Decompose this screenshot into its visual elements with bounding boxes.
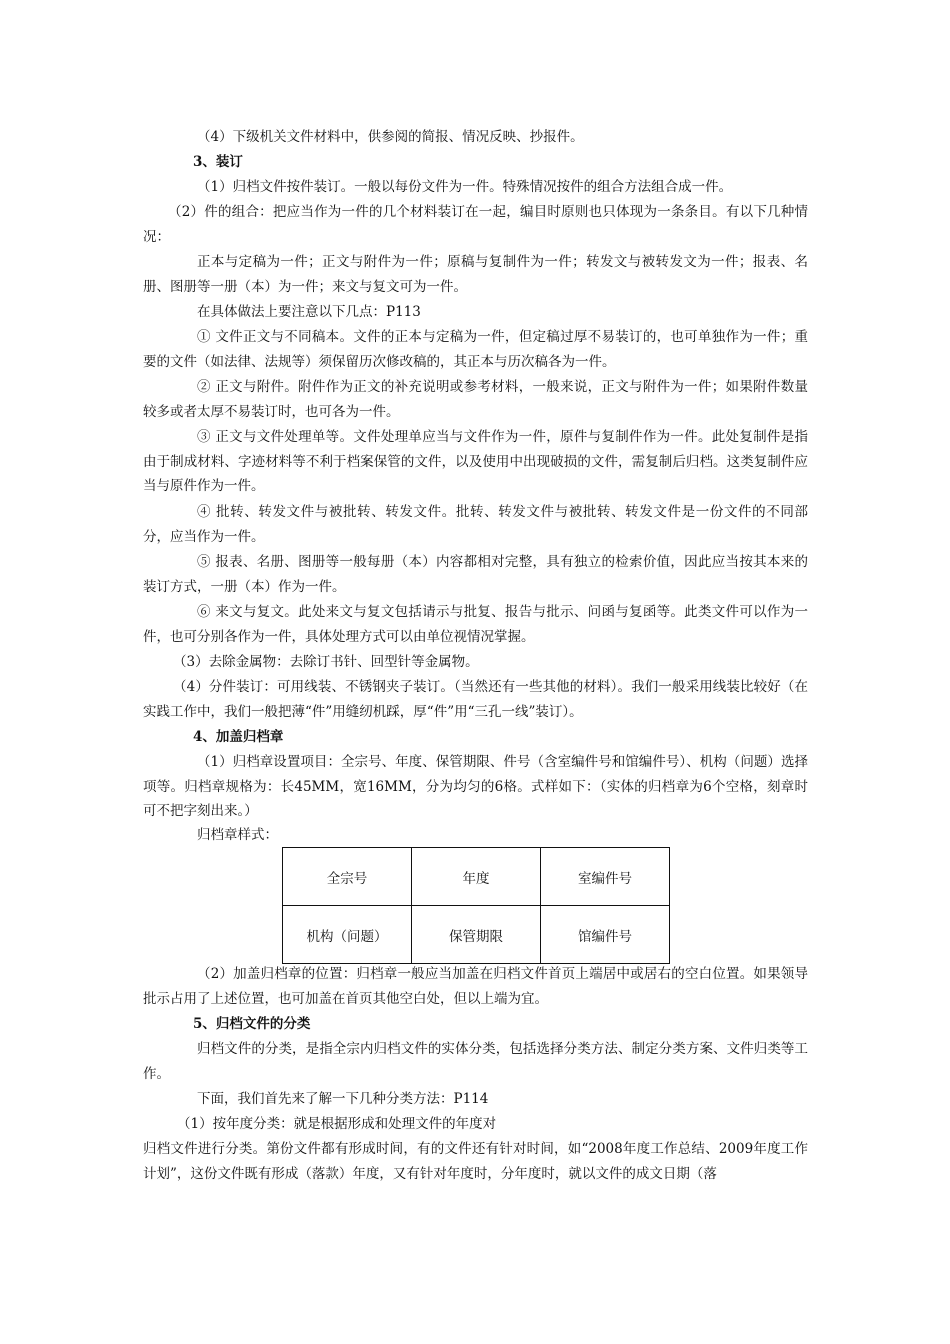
paragraph-stamp-2: （2）加盖归档章的位置：归档章一般应当加盖在归档文件首页上端居中或居右的空白位置。如果领导批示占用了上述位置，也可加盖在首页其他空白处，但以上端为宜。: [143, 966, 808, 1007]
paragraph-note-5: ⑤ 报表、名册、图册等一般每册（本）内容都相对完整，具有独立的检索价值，因此应当按其本来的装订方式，一册（本）作为一件。: [143, 554, 808, 595]
table-cell: 机构（问题）: [283, 906, 412, 964]
paragraph-binding-4: （4）分件装订：可用线装、不锈钢夹子装订。（当然还有一些其他的材料）。我们一般采用线装比较好（在实践工作中，我们一般把薄“件”用缝纫机踩，厚“件”用“三孔一线”装订）。: [143, 679, 808, 720]
paragraph-classification-4: 归档文件进行分类。第份文件都有形成时间，有的文件还有针对时间，如“2008年度工作总结、2009年度工作计划”，这份文件既有形成（落款）年度，又有针对年度时，分年度时，就以文件的成文日期（落: [143, 1141, 808, 1182]
table-cell: 年度: [412, 848, 541, 906]
table-cell: 全宗号: [283, 848, 412, 906]
table-row: [283, 906, 670, 964]
paragraph-note-2: ② 正文与附件。附件作为正文的补充说明或参考材料，一般来说，正文与附件为一件；如果附件数量较多或者太厚不易装订时，也可各为一件。: [143, 379, 808, 420]
paragraph-binding-3: （3）去除金属物：去除订书针、回型针等金属物。: [173, 654, 479, 670]
paragraph-binding-2: （2）件的组合：把应当作为一件的几个材料装订在一起，编目时原则也只体现为一条条目。有以下几种情况：: [143, 204, 808, 245]
table-cell: 室编件号: [541, 848, 670, 906]
paragraph-note-6: ⑥ 来文与复文。此处来文与复文包括请示与批复、报告与批示、问函与复函等。此类文件可以作为一件，也可分别各作为一件，具体处理方式可以由单位视情况掌握。: [143, 604, 808, 645]
paragraph-binding-1: （1）归档文件按件装订。一般以每份文件为一件。特殊情况按件的组合方法组合成一件。: [197, 179, 733, 195]
table-cell: 馆编件号: [541, 906, 670, 964]
paragraph-note-4: ④ 批转、转发文件与被批转、转发文件。批转、转发文件与被批转、转发文件是一份文件的不同部分，应当作为一件。: [143, 504, 808, 545]
stamp-style-label: 归档章样式：: [197, 827, 278, 843]
paragraph-note-1: ① 文件正文与不同稿本。文件的正本与定稿为一件，但定稿过厚不易装订的，也可单独作为一件；重要的文件（如法律、法规等）须保留历次修改稿的，其正本与历次稿各为一件。: [143, 329, 808, 370]
paragraph-note-3: ③ 正文与文件处理单等。文件处理单应当与文件作为一件，原件与复制件作为一件。此处复制件是指由于制成材料、字迹材料等不利于档案保管的文件，以及使用中出现破损的文件，需复制后归档。这类复制件应当与原件作为一件。: [143, 429, 808, 494]
table-row: [283, 848, 670, 906]
paragraph-notes-intro: 在具体做法上要注意以下几点：P113: [197, 304, 421, 320]
section-heading-binding: 3、装订: [193, 154, 243, 170]
paragraph-classification-3: （1）按年度分类：就是根据形成和处理文件的年度对: [177, 1116, 497, 1132]
paragraph-combination-list: 正本与定稿为一件；正文与附件为一件；原稿与复制件为一件；转发文与被转发文为一件；报表、名册、图册等一册（本）为一件；来文与复文可为一件。: [143, 254, 808, 295]
section-heading-classification: 5、归档文件的分类: [193, 1016, 311, 1032]
paragraph-item-4: （4）下级机关文件材料中，供参阅的简报、情况反映、抄报件。: [197, 129, 584, 145]
paragraph-stamp-1: （1）归档章设置项目：全宗号、年度、保管期限、件号（含室编件号和馆编件号）、机构（问题）选择项等。归档章规格为：长45MM，宽16MM，分为均匀的6格。式样如下：（实体的归档章为6个空格，刻章时可不把字刻出来。）: [143, 754, 808, 819]
paragraph-classification-2: 下面，我们首先来了解一下几种分类方法：P114: [197, 1091, 489, 1107]
section-heading-stamp: 4、加盖归档章: [193, 729, 284, 745]
paragraph-classification-1: 归档文件的分类，是指全宗内归档文件的实体分类，包括选择分类方法、制定分类方案、文件归类等工作。: [143, 1041, 808, 1082]
archive-stamp-table: [282, 847, 670, 964]
table-cell: 保管期限: [412, 906, 541, 964]
